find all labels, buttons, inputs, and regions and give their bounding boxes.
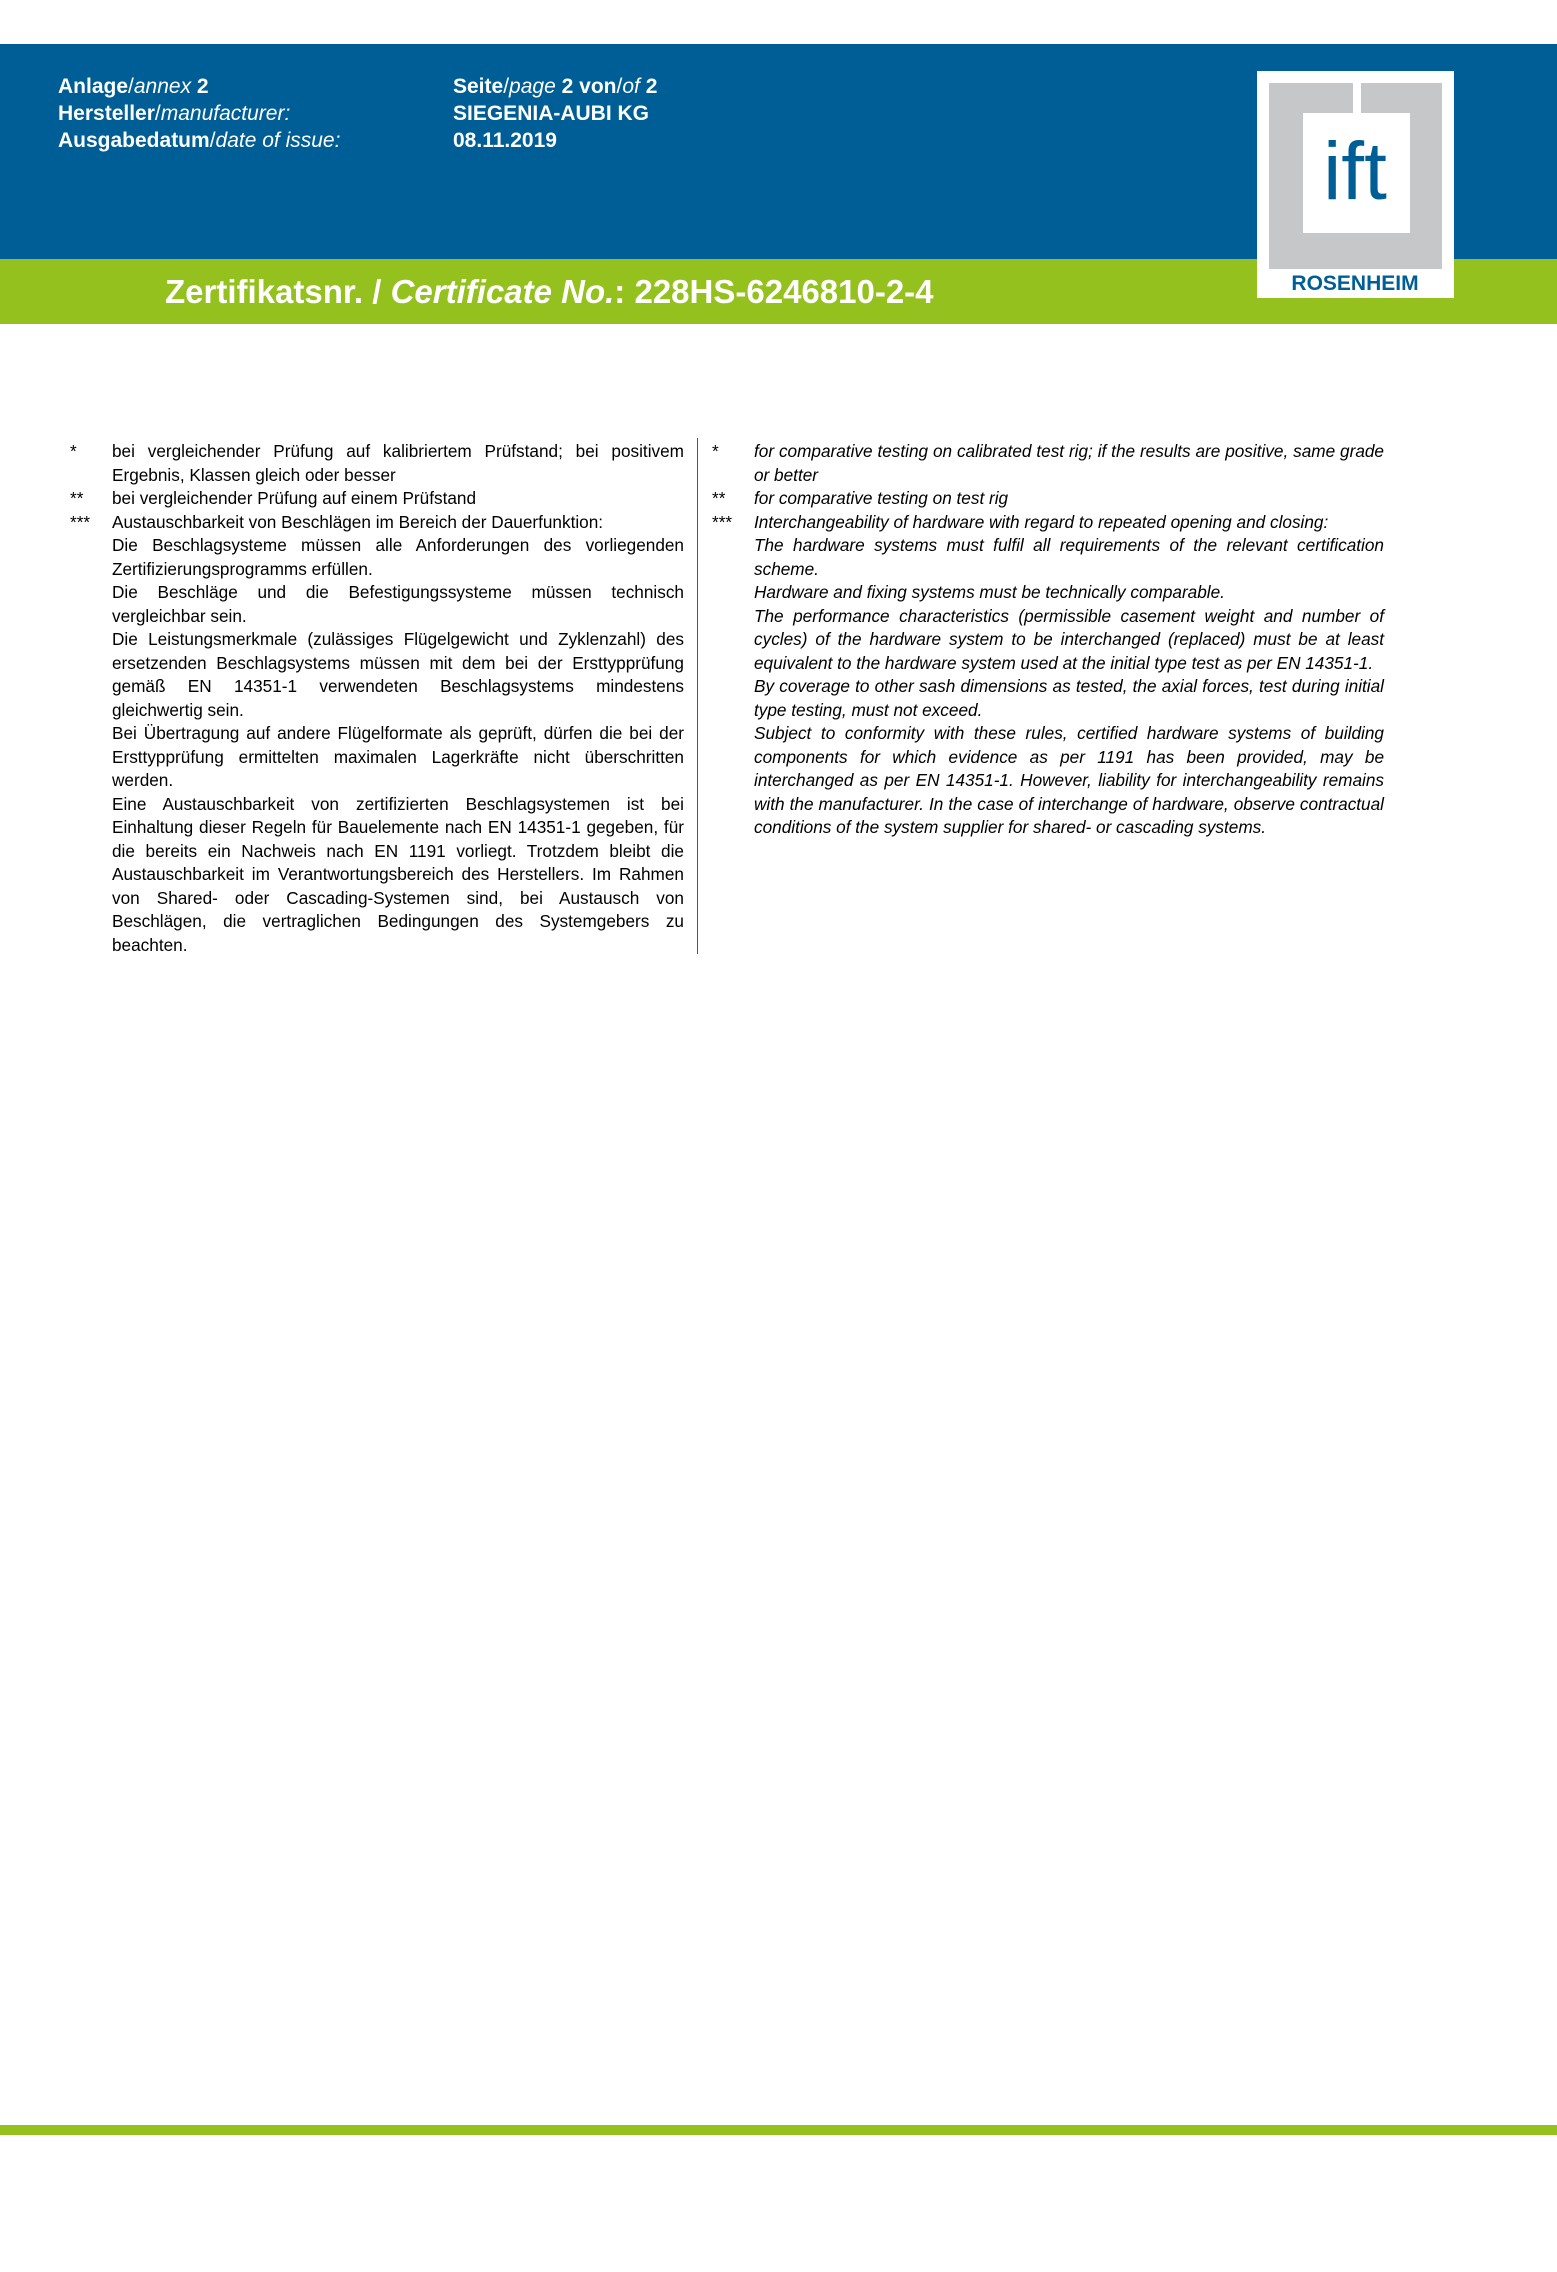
certificate-number: 228HS-6246810-2-4 <box>634 273 934 310</box>
footnote <box>712 487 1384 511</box>
footnote-paragraph: for comparative testing on calibrated test rig; if the results are positive, same grade or better <box>754 441 1384 485</box>
footnote-marker: * <box>712 441 719 461</box>
footnote <box>70 440 684 487</box>
footnotes-german <box>70 440 684 957</box>
manufacturer-label-de: Hersteller <box>58 102 155 125</box>
footnote-paragraph: Austauschbarkeit von Beschlägen im Bereich der Dauerfunktion: <box>112 511 604 532</box>
footnote-marker: ** <box>70 488 84 508</box>
footnote-paragraph: bei vergleichender Prüfung auf einem Prüfstand <box>112 488 477 508</box>
annex-label-en: annex <box>133 75 192 98</box>
annex-label-de: Anlage <box>58 75 129 98</box>
issue-date-value: 08.11.2019 <box>453 129 557 152</box>
footnotes-english <box>712 440 1384 840</box>
page-number: 2 <box>561 75 574 98</box>
logo-ift-text: ift <box>1323 126 1387 217</box>
footnote-paragraph: Interchangeability of hardware with regard to repeated opening and closing: <box>754 511 1329 532</box>
footer-line <box>0 2125 1557 2135</box>
certificate-label-en: Certificate No. <box>390 273 615 310</box>
of-label-de: von <box>579 75 617 98</box>
footnote-paragraph: for comparative testing on test rig <box>754 488 1009 508</box>
footnote <box>712 440 1384 487</box>
footnote-paragraph: Hardware and fixing systems must be technically comparable. <box>754 582 1225 602</box>
footnote-marker: * <box>70 441 77 461</box>
footnote-paragraph: Bei Übertragung auf andere Flügelformate als geprüft, dürfen die bei der Ersttypprüfung ermittelten maximalen Lagerkräfte nicht überschritten werden. <box>112 723 684 790</box>
certificate-number-line: Zertifikatsnr. / Certificate No.: 228HS-6246810-2-4 <box>165 273 934 310</box>
logo-rosenheim-text: ROSENHEIM <box>1291 272 1419 295</box>
issue-label-en: date of issue: <box>215 129 341 152</box>
logo-gray-bottom-bar <box>1269 233 1442 269</box>
of-label-en: of <box>622 75 640 98</box>
logo-gray-top-left <box>1269 83 1353 113</box>
page-label-en: page <box>509 75 556 98</box>
footnote <box>712 511 1384 840</box>
footnote-paragraph: Die Beschläge und die Befestigungssysteme müssen technisch vergleichbar sein. <box>112 582 684 626</box>
ift-rosenheim-logo <box>1257 71 1454 298</box>
footnote-paragraph: Die Beschlagsysteme müssen alle Anforderungen des vorliegenden Zertifizierungsprogramms erfüllen. <box>112 535 684 579</box>
footnote-marker: ** <box>712 488 726 508</box>
manufacturer-label-en: manufacturer: <box>160 102 291 125</box>
footnote <box>70 511 684 958</box>
column-divider <box>697 438 698 954</box>
manufacturer-value: SIEGENIA-AUBI KG <box>453 102 650 125</box>
footnote <box>70 487 684 511</box>
issue-label-de: Ausgabedatum <box>58 129 210 152</box>
footnote-paragraph: By coverage to other sash dimensions as tested, the axial forces, test during initial type testing, must not exceed. <box>754 676 1384 720</box>
certificate-label-de: Zertifikatsnr. / <box>165 273 382 310</box>
footnote-marker: *** <box>70 511 91 532</box>
ift-logo-mark <box>1257 71 1454 298</box>
footnote-paragraph: Eine Austauschbarkeit von zertifizierten Beschlagsystemen ist bei Einhaltung dieser Regeln für Bauelemente nach EN 14351-1 gegeben, für die bereits ein Nachweis nach EN 1191 vorliegt. Trotzdem bleibt die Austauschbarkeit im Verantwortungsbereich des Herstellers. Im Rahmen von Shared- oder Cascading-Systemen sind, bei Austausch von Beschlägen, die vertraglichen Bedingungen des Systemgebers zu beachten. <box>112 793 684 955</box>
footnote-paragraph: bei vergleichender Prüfung auf kalibriertem Prüfstand; bei positivem Ergebnis, Klassen gleich oder besser <box>112 441 684 485</box>
annex-number: 2 <box>196 75 209 98</box>
footnote-marker: *** <box>712 511 733 532</box>
footnote-paragraph: The performance characteristics (permissible casement weight and number of cycles) of the hardware system to be interchanged (replaced) must be at least equivalent to the hardware system used at the initial type test as per EN 14351-1. <box>754 605 1384 673</box>
page-total: 2 <box>645 75 658 98</box>
footnote-paragraph: The hardware systems must fulfil all requirements of the relevant certification scheme. <box>754 535 1384 579</box>
page-label-de: Seite <box>453 75 504 98</box>
footnote-paragraph: Die Leistungsmerkmale (zulässiges Flügelgewicht und Zyklenzahl) des ersetzenden Beschlagsystems müssen mit dem bei der Ersttypprüfung gemäß EN 14351-1 verwendeten Beschlagsystems mindestens gleichwertig sein. <box>112 629 684 720</box>
footnote-paragraph: Subject to conformity with these rules, certified hardware systems of building components for which evidence as per 1191 has been provided, may be interchanged as per EN 14351-1. However, liability for interchangeability remains with the manufacturer. In the case of interchange of hardware, observe contractual conditions of the system supplier for shared- or cascading systems. <box>754 723 1384 837</box>
